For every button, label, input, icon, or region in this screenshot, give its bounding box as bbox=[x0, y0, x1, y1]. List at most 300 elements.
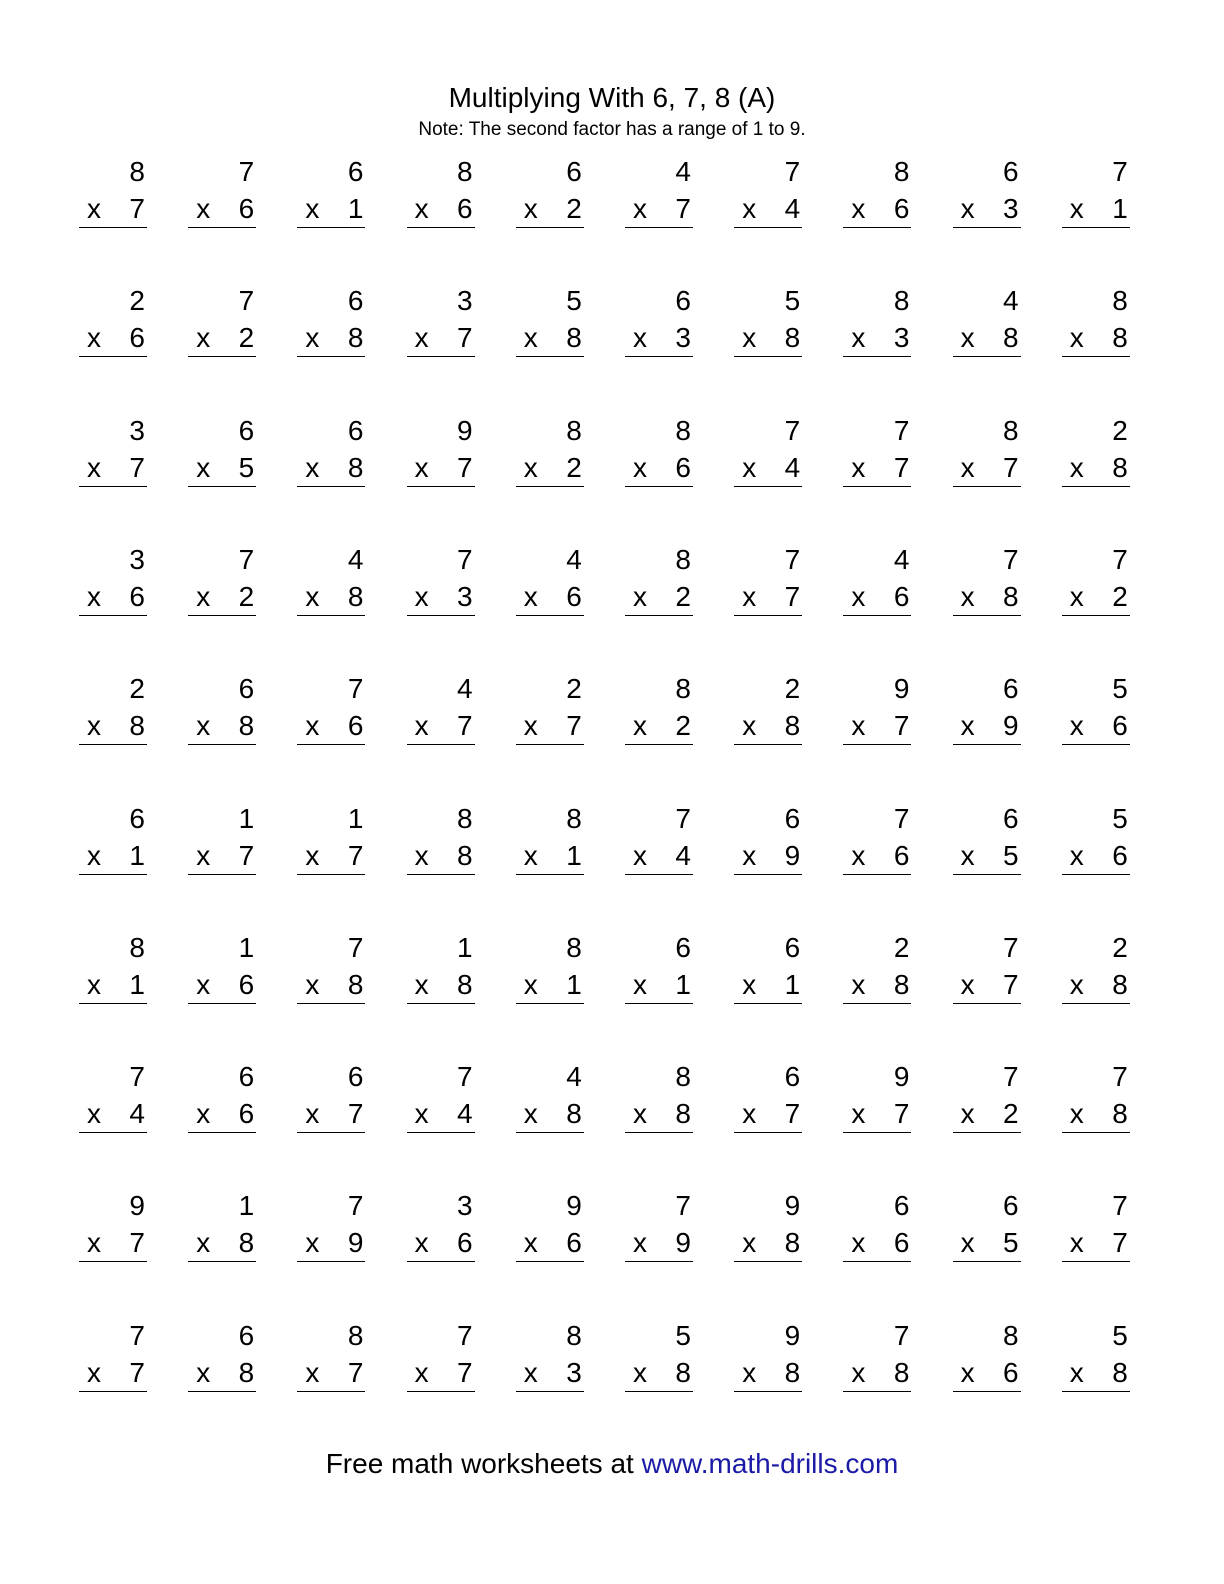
multiply-sign: x bbox=[523, 580, 538, 612]
multiply-sign: x bbox=[960, 322, 975, 354]
multiply-sign: x bbox=[742, 451, 757, 483]
multiply-sign: x bbox=[1069, 580, 1084, 612]
first-factor: 1 bbox=[238, 931, 255, 963]
answer-line bbox=[297, 1003, 365, 1004]
problem-r4-c2 bbox=[188, 544, 256, 624]
multiply-sign: x bbox=[851, 839, 866, 871]
answer-line bbox=[516, 227, 584, 228]
answer-line bbox=[734, 1003, 802, 1004]
answer-line bbox=[734, 1132, 802, 1133]
problem-r2-c5 bbox=[516, 285, 584, 365]
second-factor: 7 bbox=[457, 1356, 473, 1388]
multiply-sign: x bbox=[633, 968, 647, 1000]
answer-line bbox=[516, 1261, 584, 1262]
problem-r1-c1 bbox=[79, 156, 147, 236]
answer-line bbox=[407, 486, 475, 487]
problem-r6-c5 bbox=[516, 803, 584, 883]
answer-line bbox=[188, 227, 256, 228]
first-factor: 6 bbox=[238, 673, 255, 705]
multiply-sign: x bbox=[742, 839, 757, 871]
multiply-sign: x bbox=[633, 322, 647, 354]
answer-line bbox=[625, 744, 693, 745]
multiply-sign: x bbox=[523, 1227, 538, 1259]
second-factor: 1 bbox=[675, 968, 691, 1000]
second-factor: 9 bbox=[675, 1227, 691, 1259]
problem-r9-c6 bbox=[625, 1190, 693, 1270]
second-factor: 7 bbox=[1112, 1227, 1128, 1259]
multiply-sign: x bbox=[305, 322, 320, 354]
multiply-sign: x bbox=[196, 839, 211, 871]
answer-line bbox=[625, 1391, 693, 1392]
problem-r10-c9 bbox=[953, 1320, 1021, 1400]
multiply-sign: x bbox=[196, 322, 211, 354]
first-factor: 7 bbox=[1003, 543, 1019, 575]
answer-line bbox=[843, 227, 911, 228]
problem-r8-c4 bbox=[407, 1061, 475, 1141]
problem-r6-c8 bbox=[843, 803, 911, 883]
answer-line bbox=[1062, 356, 1130, 357]
answer-line bbox=[297, 874, 365, 875]
answer-line bbox=[188, 1261, 256, 1262]
second-factor: 2 bbox=[675, 710, 691, 742]
answer-line bbox=[407, 227, 475, 228]
first-factor: 6 bbox=[1003, 673, 1019, 705]
answer-line bbox=[188, 615, 256, 616]
answer-line bbox=[1062, 874, 1130, 875]
second-factor: 4 bbox=[784, 451, 801, 483]
multiply-sign: x bbox=[414, 451, 429, 483]
problem-r1-c9 bbox=[953, 156, 1021, 236]
first-factor: 2 bbox=[1112, 931, 1128, 963]
second-factor: 8 bbox=[347, 322, 364, 354]
problem-r9-c7 bbox=[734, 1190, 802, 1270]
multiply-sign: x bbox=[305, 839, 320, 871]
first-factor: 8 bbox=[566, 1319, 582, 1351]
problem-r5-c2 bbox=[188, 673, 256, 753]
problem-r4-c6 bbox=[625, 544, 693, 624]
problem-r10-c1 bbox=[79, 1320, 147, 1400]
problem-r3-c5 bbox=[516, 415, 584, 495]
multiply-sign: x bbox=[960, 451, 975, 483]
problem-r4-c10 bbox=[1062, 544, 1130, 624]
answer-line bbox=[188, 356, 256, 357]
multiply-sign: x bbox=[414, 1098, 429, 1130]
first-factor: 9 bbox=[784, 1190, 801, 1222]
multiply-sign: x bbox=[87, 839, 101, 871]
multiply-sign: x bbox=[414, 580, 429, 612]
first-factor: 7 bbox=[784, 414, 801, 446]
problem-r7-c8 bbox=[843, 932, 911, 1012]
answer-line bbox=[734, 744, 802, 745]
multiply-sign: x bbox=[960, 839, 975, 871]
problem-r3-c2 bbox=[188, 415, 256, 495]
problem-r7-c3 bbox=[297, 932, 365, 1012]
answer-line bbox=[953, 1391, 1021, 1392]
problem-r7-c6 bbox=[625, 932, 693, 1012]
first-factor: 5 bbox=[1112, 1319, 1128, 1351]
answer-line bbox=[625, 1003, 693, 1004]
answer-line bbox=[843, 1391, 911, 1392]
second-factor: 7 bbox=[893, 451, 910, 483]
first-factor: 8 bbox=[1003, 1319, 1019, 1351]
problem-r9-c10 bbox=[1062, 1190, 1130, 1270]
problem-r7-c5 bbox=[516, 932, 584, 1012]
first-factor: 4 bbox=[566, 1061, 582, 1093]
multiply-sign: x bbox=[305, 1098, 320, 1130]
first-factor: 9 bbox=[893, 673, 910, 705]
problem-r3-c6 bbox=[625, 415, 693, 495]
second-factor: 7 bbox=[129, 451, 145, 483]
answer-line bbox=[516, 1391, 584, 1392]
answer-line bbox=[843, 874, 911, 875]
answer-line bbox=[843, 356, 911, 357]
answer-line bbox=[79, 1391, 147, 1392]
footer-link[interactable]: www.math-drills.com bbox=[641, 1448, 899, 1479]
multiply-sign: x bbox=[960, 968, 975, 1000]
problem-r5-c4 bbox=[407, 673, 475, 753]
answer-line bbox=[297, 1261, 365, 1262]
first-factor: 1 bbox=[238, 802, 255, 834]
multiply-sign: x bbox=[87, 1098, 101, 1130]
first-factor: 5 bbox=[675, 1319, 691, 1351]
multiply-sign: x bbox=[523, 1356, 538, 1388]
problem-r2-c6 bbox=[625, 285, 693, 365]
answer-line bbox=[953, 874, 1021, 875]
answer-line bbox=[1062, 227, 1130, 228]
first-factor: 7 bbox=[129, 1319, 145, 1351]
problem-r2-c2 bbox=[188, 285, 256, 365]
multiply-sign: x bbox=[851, 1098, 866, 1130]
answer-line bbox=[734, 1261, 802, 1262]
second-factor: 9 bbox=[1003, 710, 1019, 742]
second-factor: 8 bbox=[1112, 451, 1128, 483]
problem-r9-c2 bbox=[188, 1190, 256, 1270]
problem-r3-c7 bbox=[734, 415, 802, 495]
problem-r3-c3 bbox=[297, 415, 365, 495]
answer-line bbox=[625, 1132, 693, 1133]
answer-line bbox=[297, 744, 365, 745]
problem-r9-c4 bbox=[407, 1190, 475, 1270]
second-factor: 8 bbox=[457, 968, 473, 1000]
first-factor: 6 bbox=[675, 285, 691, 317]
answer-line bbox=[625, 874, 693, 875]
answer-line bbox=[843, 1132, 911, 1133]
first-factor: 8 bbox=[1112, 285, 1128, 317]
answer-line bbox=[843, 744, 911, 745]
multiply-sign: x bbox=[851, 322, 866, 354]
answer-line bbox=[79, 227, 147, 228]
second-factor: 5 bbox=[1003, 1227, 1019, 1259]
first-factor: 7 bbox=[457, 543, 473, 575]
problem-r8-c9 bbox=[953, 1061, 1021, 1141]
problem-r8-c7 bbox=[734, 1061, 802, 1141]
multiply-sign: x bbox=[633, 839, 647, 871]
first-factor: 2 bbox=[129, 285, 145, 317]
multiply-sign: x bbox=[414, 839, 429, 871]
multiply-sign: x bbox=[851, 1356, 866, 1388]
answer-line bbox=[625, 1261, 693, 1262]
problem-r6-c1 bbox=[79, 803, 147, 883]
first-factor: 9 bbox=[784, 1319, 801, 1351]
first-factor: 6 bbox=[347, 156, 364, 187]
first-factor: 4 bbox=[347, 543, 364, 575]
second-factor: 7 bbox=[347, 1098, 364, 1130]
multiply-sign: x bbox=[305, 710, 320, 742]
second-factor: 6 bbox=[893, 193, 910, 224]
multiply-sign: x bbox=[633, 193, 647, 224]
second-factor: 8 bbox=[238, 710, 255, 742]
problem-r5-c1 bbox=[79, 673, 147, 753]
footer bbox=[0, 1446, 1224, 1482]
answer-line bbox=[407, 1261, 475, 1262]
multiply-sign: x bbox=[851, 968, 866, 1000]
answer-line bbox=[953, 356, 1021, 357]
problem-r10-c8 bbox=[843, 1320, 911, 1400]
answer-line bbox=[734, 486, 802, 487]
multiply-sign: x bbox=[1069, 968, 1084, 1000]
problem-r9-c5 bbox=[516, 1190, 584, 1270]
first-factor: 8 bbox=[129, 156, 145, 187]
second-factor: 6 bbox=[129, 322, 145, 354]
second-factor: 2 bbox=[675, 580, 691, 612]
problem-r8-c8 bbox=[843, 1061, 911, 1141]
answer-line bbox=[734, 615, 802, 616]
second-factor: 8 bbox=[347, 451, 364, 483]
problem-r6-c10 bbox=[1062, 803, 1130, 883]
second-factor: 7 bbox=[675, 193, 691, 224]
second-factor: 8 bbox=[566, 1098, 582, 1130]
answer-line bbox=[407, 1391, 475, 1392]
answer-line bbox=[516, 1003, 584, 1004]
first-factor: 8 bbox=[675, 1061, 691, 1093]
first-factor: 7 bbox=[675, 802, 691, 834]
multiply-sign: x bbox=[196, 710, 211, 742]
multiply-sign: x bbox=[414, 710, 429, 742]
second-factor: 1 bbox=[566, 839, 582, 871]
answer-line bbox=[843, 1003, 911, 1004]
second-factor: 1 bbox=[129, 968, 145, 1000]
problem-r8-c6 bbox=[625, 1061, 693, 1141]
multiply-sign: x bbox=[960, 1227, 975, 1259]
second-factor: 8 bbox=[1112, 322, 1128, 354]
answer-line bbox=[516, 615, 584, 616]
problem-r9-c9 bbox=[953, 1190, 1021, 1270]
multiply-sign: x bbox=[1069, 451, 1084, 483]
second-factor: 6 bbox=[893, 580, 910, 612]
first-factor: 2 bbox=[1112, 414, 1128, 446]
first-factor: 8 bbox=[675, 543, 691, 575]
problem-r2-c9 bbox=[953, 285, 1021, 365]
multiply-sign: x bbox=[851, 193, 866, 224]
problem-r6-c9 bbox=[953, 803, 1021, 883]
multiply-sign: x bbox=[414, 1356, 429, 1388]
problem-r10-c3 bbox=[297, 1320, 365, 1400]
second-factor: 7 bbox=[129, 1227, 145, 1259]
answer-line bbox=[79, 1261, 147, 1262]
answer-line bbox=[297, 486, 365, 487]
answer-line bbox=[953, 486, 1021, 487]
second-factor: 7 bbox=[893, 710, 910, 742]
first-factor: 6 bbox=[784, 802, 801, 834]
second-factor: 6 bbox=[347, 710, 364, 742]
first-factor: 7 bbox=[347, 673, 364, 705]
problem-r9-c1 bbox=[79, 1190, 147, 1270]
second-factor: 6 bbox=[457, 193, 473, 224]
multiply-sign: x bbox=[742, 968, 757, 1000]
answer-line bbox=[188, 1132, 256, 1133]
problem-r4-c5 bbox=[516, 544, 584, 624]
multiply-sign: x bbox=[305, 968, 320, 1000]
answer-line bbox=[734, 227, 802, 228]
problem-r7-c2 bbox=[188, 932, 256, 1012]
first-factor: 6 bbox=[784, 1061, 801, 1093]
first-factor: 5 bbox=[1112, 802, 1128, 834]
multiply-sign: x bbox=[414, 1227, 429, 1259]
problem-r6-c7 bbox=[734, 803, 802, 883]
second-factor: 3 bbox=[1003, 193, 1019, 224]
first-factor: 4 bbox=[457, 673, 473, 705]
multiply-sign: x bbox=[851, 580, 866, 612]
problem-r10-c7 bbox=[734, 1320, 802, 1400]
second-factor: 8 bbox=[457, 839, 473, 871]
problem-r2-c8 bbox=[843, 285, 911, 365]
multiply-sign: x bbox=[742, 1098, 757, 1130]
problem-r8-c2 bbox=[188, 1061, 256, 1141]
problem-r7-c4 bbox=[407, 932, 475, 1012]
answer-line bbox=[297, 615, 365, 616]
multiply-sign: x bbox=[523, 451, 538, 483]
first-factor: 7 bbox=[893, 1319, 910, 1351]
first-factor: 6 bbox=[784, 931, 801, 963]
multiply-sign: x bbox=[1069, 710, 1084, 742]
answer-line bbox=[407, 615, 475, 616]
footer-text: Free math worksheets at bbox=[325, 1448, 642, 1479]
problem-r2-c4 bbox=[407, 285, 475, 365]
first-factor: 5 bbox=[566, 285, 582, 317]
multiply-sign: x bbox=[1069, 322, 1084, 354]
first-factor: 1 bbox=[457, 931, 473, 963]
answer-line bbox=[843, 1261, 911, 1262]
second-factor: 7 bbox=[457, 322, 473, 354]
answer-line bbox=[516, 1132, 584, 1133]
first-factor: 9 bbox=[129, 1190, 145, 1222]
second-factor: 8 bbox=[784, 1227, 801, 1259]
multiply-sign: x bbox=[196, 968, 211, 1000]
second-factor: 1 bbox=[1112, 193, 1128, 224]
answer-line bbox=[1062, 1003, 1130, 1004]
second-factor: 6 bbox=[238, 1098, 255, 1130]
problem-r10-c5 bbox=[516, 1320, 584, 1400]
answer-line bbox=[843, 615, 911, 616]
first-factor: 8 bbox=[457, 802, 473, 834]
problem-r2-c7 bbox=[734, 285, 802, 365]
problem-r4-c4 bbox=[407, 544, 475, 624]
first-factor: 3 bbox=[457, 1190, 473, 1222]
second-factor: 6 bbox=[129, 580, 145, 612]
problem-r5-c10 bbox=[1062, 673, 1130, 753]
first-factor: 3 bbox=[457, 285, 473, 317]
multiply-sign: x bbox=[633, 710, 647, 742]
multiply-sign: x bbox=[633, 451, 647, 483]
answer-line bbox=[188, 1391, 256, 1392]
second-factor: 6 bbox=[457, 1227, 473, 1259]
multiply-sign: x bbox=[523, 968, 538, 1000]
first-factor: 6 bbox=[238, 1061, 255, 1093]
problem-r3-c1 bbox=[79, 415, 147, 495]
first-factor: 6 bbox=[675, 931, 691, 963]
answer-line bbox=[297, 356, 365, 357]
first-factor: 7 bbox=[129, 1061, 145, 1093]
multiply-sign: x bbox=[414, 968, 429, 1000]
first-factor: 9 bbox=[566, 1190, 582, 1222]
problem-r5-c7 bbox=[734, 673, 802, 753]
answer-line bbox=[953, 227, 1021, 228]
problem-r8-c3 bbox=[297, 1061, 365, 1141]
first-factor: 6 bbox=[347, 414, 364, 446]
problem-r8-c1 bbox=[79, 1061, 147, 1141]
answer-line bbox=[407, 874, 475, 875]
multiply-sign: x bbox=[87, 1356, 101, 1388]
first-factor: 8 bbox=[566, 931, 582, 963]
problem-r3-c4 bbox=[407, 415, 475, 495]
first-factor: 7 bbox=[1003, 931, 1019, 963]
problem-r5-c8 bbox=[843, 673, 911, 753]
answer-line bbox=[79, 615, 147, 616]
answer-line bbox=[516, 744, 584, 745]
problem-r2-c1 bbox=[79, 285, 147, 365]
answer-line bbox=[516, 874, 584, 875]
first-factor: 4 bbox=[893, 543, 910, 575]
first-factor: 3 bbox=[129, 414, 145, 446]
first-factor: 7 bbox=[1112, 1190, 1128, 1222]
answer-line bbox=[407, 1132, 475, 1133]
second-factor: 8 bbox=[1112, 968, 1128, 1000]
problem-r9-c8 bbox=[843, 1190, 911, 1270]
multiply-sign: x bbox=[87, 580, 101, 612]
answer-line bbox=[516, 356, 584, 357]
multiply-sign: x bbox=[633, 580, 647, 612]
problem-r5-c6 bbox=[625, 673, 693, 753]
first-factor: 8 bbox=[893, 156, 910, 187]
answer-line bbox=[516, 486, 584, 487]
multiply-sign: x bbox=[414, 322, 429, 354]
second-factor: 8 bbox=[1112, 1098, 1128, 1130]
second-factor: 2 bbox=[1112, 580, 1128, 612]
multiply-sign: x bbox=[1069, 1227, 1084, 1259]
second-factor: 9 bbox=[347, 1227, 364, 1259]
multiply-sign: x bbox=[851, 1227, 866, 1259]
second-factor: 5 bbox=[238, 451, 255, 483]
first-factor: 6 bbox=[1003, 156, 1019, 187]
first-factor: 7 bbox=[238, 156, 255, 187]
answer-line bbox=[1062, 1132, 1130, 1133]
problem-r4-c1 bbox=[79, 544, 147, 624]
first-factor: 7 bbox=[1003, 1061, 1019, 1093]
multiply-sign: x bbox=[851, 710, 866, 742]
answer-line bbox=[79, 744, 147, 745]
first-factor: 8 bbox=[675, 414, 691, 446]
multiply-sign: x bbox=[87, 322, 101, 354]
first-factor: 9 bbox=[457, 414, 473, 446]
first-factor: 6 bbox=[238, 1319, 255, 1351]
answer-line bbox=[625, 356, 693, 357]
answer-line bbox=[407, 356, 475, 357]
second-factor: 6 bbox=[566, 1227, 582, 1259]
problem-r3-c9 bbox=[953, 415, 1021, 495]
multiply-sign: x bbox=[960, 1356, 975, 1388]
second-factor: 7 bbox=[457, 451, 473, 483]
answer-line bbox=[1062, 744, 1130, 745]
